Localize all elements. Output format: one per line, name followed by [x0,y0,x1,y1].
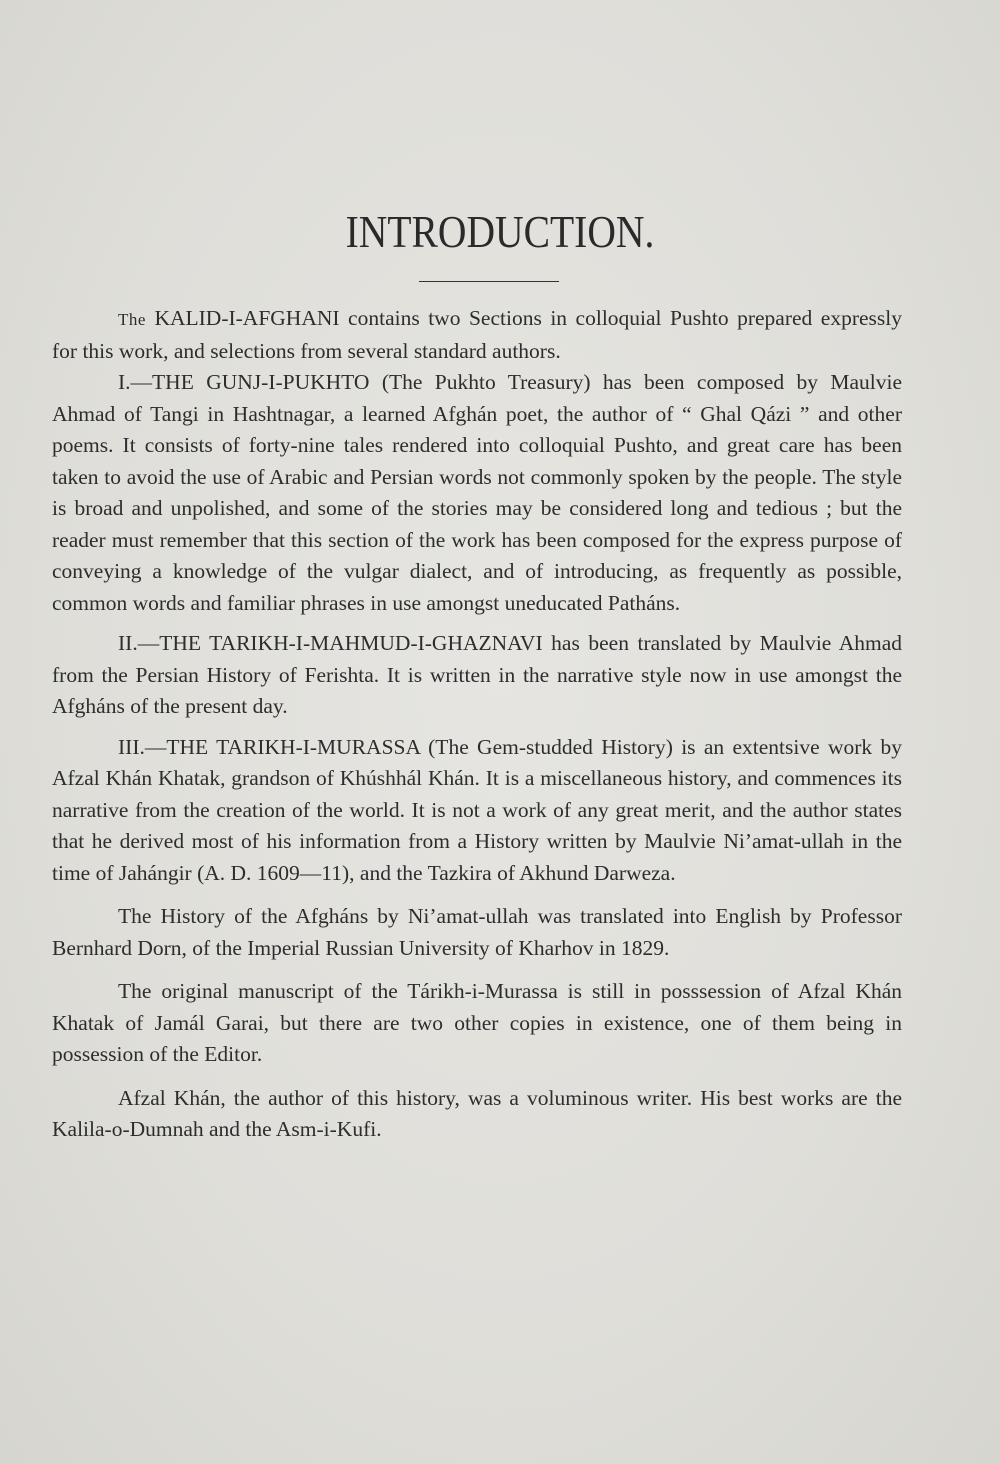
paragraph-tarikh-i-mahmud [52,628,902,723]
paragraph-text: The original manuscript of the Tárikh-i-Murassa is still in posssession of Afzal Khán Khatak of Jamál Garai, but there are two other copies in existence, one of them being in possession of the Editor. [52,979,902,1066]
paragraph-manuscript [52,976,902,1071]
paragraph-text: III.—THE TARIKH-I-MURASSA (The Gem-studded History) is an extentsive work by Afzal Khán Khatak, grandson of Khúshhál Khán. It is a miscellaneous history, and commences its narrative from the creation of the world. It is not a work of any great merit, and the author states that he derived most of his information from a History written by Maulvie Ni’amat-ullah in the time of Jahángir (A. D. 1609—11), and the Tazkira of Akhund Darweza. [52,734,902,885]
paragraph-intro [52,303,902,367]
paragraph-text: II.—THE TARIKH-I-MAHMUD-I-GHAZNAVI has been translated by Maulvie Ahmad from the Persian History of Ferishta. It is written in the narrative style now in use amongst the Afgháns of the present day. [52,631,902,718]
paragraph-text: The History of the Afgháns by Ni’amat-ullah was translated into English by Professor Bernhard Dorn, of the Imperial Russian University of Kharhov in 1829. [52,904,902,960]
paragraph-lead: The [118,310,146,329]
paragraph-afzal-khan [52,1083,902,1146]
page-title: INTRODUCTION. [345,206,655,257]
paragraph-text: KALID-I-AFGHANI contains two Sections in colloquial Pushto prepared expressly for this work, and selections from several standard authors. [52,306,902,363]
paragraph-history-translation [52,901,902,964]
paragraph-gunj-i-pukhto [52,367,902,619]
paragraph-text: Afzal Khán, the author of this history, was a voluminous writer. His best works are the Kalila-o-Dumnah and the Asm-i-Kufi. [52,1085,902,1141]
paragraph-tarikh-i-murassa [52,732,902,890]
title-rule [419,281,559,282]
paragraph-text: I.—THE GUNJ-I-PUKHTO (The Pukhto Treasury) has been composed by Maulvie Ahmad of Tangi in Hashtnagar, a learned Afghán poet, the author of “ Ghal Qázi ” and other poems. It consists of forty-nine tales rendered into colloquial Pushto, and great care has been taken to avoid the use of Arabic and Persian words not commonly spoken by the people. The style is broad and unpolished, and some of the stories may be considered long and tedious ; but the reader must remember that this section of the work has been composed for the express purpose of conveying a knowledge of the vulgar dialect, and of introducing, as frequently as possible, common words and familiar phrases in use amongst uneducated Patháns. [52,370,902,615]
body-text [52,303,902,1146]
